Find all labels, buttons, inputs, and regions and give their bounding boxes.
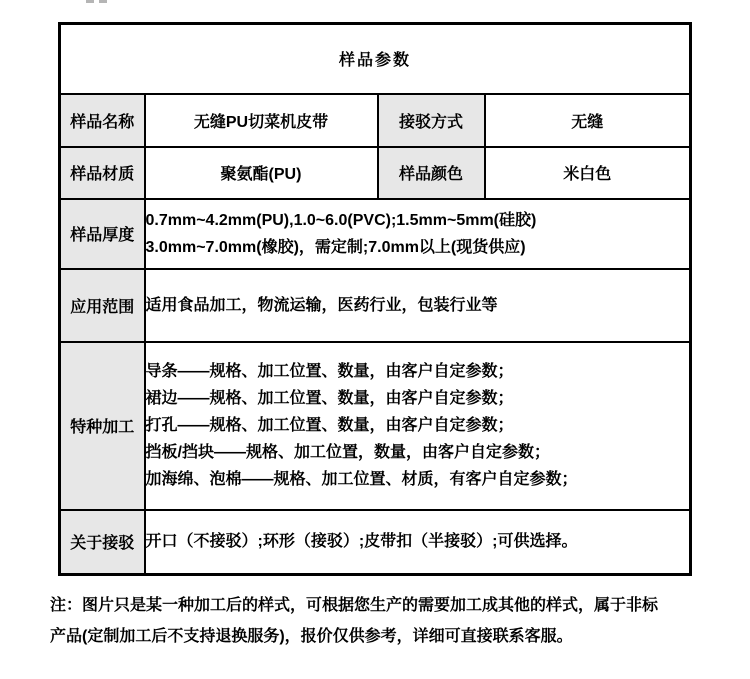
value-sample-color: 米白色	[485, 147, 691, 199]
value-sample-name: 无缝PU切菜机皮带	[145, 94, 378, 147]
thickness-line-2: 3.0mm~7.0mm(橡胶)，需定制;7.0mm以上(现货供应)	[145, 238, 526, 256]
value-about-joint	[145, 510, 691, 575]
special-line-punching: 打孔——规格、加工位置、数量，由客户自定参数；	[145, 417, 514, 434]
footnote-line-1: 注：图片只是某一种加工后的样式，可根据您生产的需要加工成其他的样式，属于非标	[50, 597, 659, 614]
application-line: 适用食品加工，物流运输，医药行业，包装行业等	[145, 296, 498, 314]
table-row	[60, 269, 691, 342]
label-application-range: 应用范围	[60, 269, 145, 342]
table-row	[60, 94, 691, 147]
special-line-baffle: 挡板/挡块——规格、加工位置，数量，由客户自定参数；	[145, 444, 550, 461]
label-sample-color: 样品颜色	[378, 147, 485, 199]
table-row	[60, 342, 691, 510]
label-about-joint: 关于接驳	[60, 510, 145, 575]
value-joint-method: 无缝	[485, 94, 691, 147]
crop-artifact	[86, 0, 94, 3]
value-special-processing	[145, 342, 691, 510]
crop-artifact	[99, 0, 107, 3]
label-sample-name: 样品名称	[60, 94, 145, 147]
footnote-line-2: 产品(定制加工后不支持退换服务)，报价仅供参考，详细可直接联系客服。	[50, 628, 573, 645]
table-row	[60, 199, 691, 269]
thickness-line-1: 0.7mm~4.2mm(PU),1.0~6.0(PVC);1.5mm~5mm(硅胶)	[145, 211, 537, 229]
special-line-skirt: 裙边——规格、加工位置、数量，由客户自定参数；	[145, 390, 514, 407]
sample-parameters-table	[58, 22, 692, 576]
joint-line: 开口（不接驳）;环形（接驳）;皮带扣（半接驳）;可供选择。	[145, 533, 578, 551]
label-special-processing: 特种加工	[60, 342, 145, 510]
table-title: 样品参数	[60, 24, 691, 94]
label-joint-method: 接驳方式	[378, 94, 485, 147]
special-line-guide-strip: 导条——规格、加工位置、数量，由客户自定参数；	[145, 363, 514, 380]
label-sample-thickness: 样品厚度	[60, 199, 145, 269]
table-row	[60, 147, 691, 199]
value-application-range	[145, 269, 691, 342]
value-sample-material: 聚氨酯(PU)	[145, 147, 378, 199]
label-sample-material: 样品材质	[60, 147, 145, 199]
value-sample-thickness	[145, 199, 691, 269]
special-line-sponge: 加海绵、泡棉——规格、加工位置、材质，有客户自定参数；	[145, 471, 578, 488]
table-row	[60, 510, 691, 575]
footnote	[50, 590, 712, 652]
